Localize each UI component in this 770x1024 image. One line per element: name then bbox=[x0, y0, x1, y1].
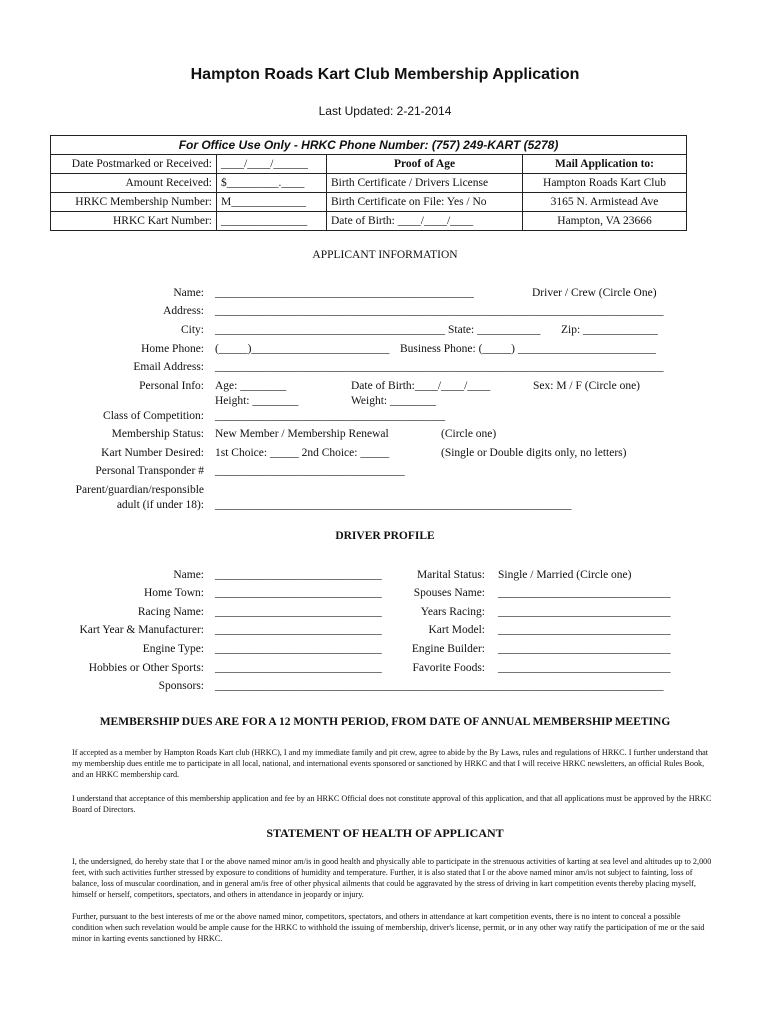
dues-heading: MEMBERSHIP DUES ARE FOR A 12 MONTH PERIOD, FROM DATE OF ANNUAL MEMBERSHIP MEETING bbox=[99, 716, 671, 728]
engine-type-field[interactable]: _____________________________ bbox=[215, 643, 382, 655]
proof-of-age-item: Birth Certificate on File: Yes / No bbox=[327, 193, 523, 212]
class-field[interactable]: ________________________________________ bbox=[215, 410, 445, 422]
address-label: Address: bbox=[163, 305, 204, 317]
home-town-field[interactable]: _____________________________ bbox=[215, 587, 382, 599]
dues-paragraph: If accepted as a member by Hampton Roads Kart club (HRKC), I and my immediate family and pit crew, agree to abide by the By Laws, rules and regulations of HRKC. I further understand that my membership dues entitle me to participate in all local, national, and international events sponsored or sanctioned by HRKC and that I will receive HRKC newsletters, an official Rules Book, and an HRKC membership card. bbox=[72, 748, 709, 779]
home-phone-field[interactable]: (_____)________________________ bbox=[215, 343, 390, 355]
office-header: For Office Use Only - HRKC Phone Number: (757) 249-KART (5278) bbox=[51, 136, 687, 155]
sex-choice[interactable]: Sex: M / F (Circle one) bbox=[533, 380, 640, 392]
class-label: Class of Competition: bbox=[103, 410, 204, 422]
personal-info-label: Personal Info: bbox=[139, 380, 204, 392]
office-row bbox=[51, 155, 687, 174]
office-row bbox=[51, 212, 687, 231]
home-phone-label: Home Phone: bbox=[141, 343, 204, 355]
office-value[interactable]: $_________.____ bbox=[217, 174, 327, 193]
email-field[interactable]: ______________________________________________________________________________ bbox=[215, 361, 664, 373]
age-field[interactable]: Age: ________ bbox=[215, 380, 287, 392]
favorite-foods-label: Favorite Foods: bbox=[412, 662, 485, 674]
marital-status-label: Marital Status: bbox=[416, 569, 485, 581]
hobbies-label: Hobbies or Other Sports: bbox=[88, 662, 204, 674]
office-value[interactable]: M_____________ bbox=[217, 193, 327, 212]
kart-year-label: Kart Year & Manufacturer: bbox=[79, 624, 204, 636]
racing-name-field[interactable]: _____________________________ bbox=[215, 606, 382, 618]
weight-field[interactable]: Weight: ________ bbox=[351, 395, 436, 407]
city-field[interactable]: ________________________________________ bbox=[215, 324, 445, 336]
guardian-label-cont: adult (if under 18): bbox=[116, 499, 204, 511]
kart-year-field[interactable]: _____________________________ bbox=[215, 624, 382, 636]
name-label: Name: bbox=[173, 287, 204, 299]
proof-of-age-heading: Proof of Age bbox=[327, 155, 523, 174]
email-label: Email Address: bbox=[133, 361, 204, 373]
kart-model-label: Kart Model: bbox=[428, 624, 485, 636]
office-use-table bbox=[50, 135, 687, 231]
approval-paragraph: I understand that acceptance of this membership application and fee by an HRKC Official does not constitute approval of this application, and that all applications must be approved by the HRKC Board of Directors. bbox=[72, 794, 712, 814]
mail-address-line: Hampton, VA 23666 bbox=[523, 212, 687, 231]
name-field[interactable]: _____________________________________________ bbox=[215, 287, 474, 299]
membership-status-label: Membership Status: bbox=[111, 428, 204, 440]
engine-builder-label: Engine Builder: bbox=[411, 643, 485, 655]
engine-type-label: Engine Type: bbox=[142, 643, 204, 655]
transponder-field[interactable]: _________________________________ bbox=[215, 465, 405, 477]
office-row bbox=[51, 174, 687, 193]
transponder-label: Personal Transponder # bbox=[95, 465, 204, 477]
membership-note: (Circle one) bbox=[441, 428, 497, 440]
driver-name-label: Name: bbox=[173, 569, 204, 581]
proof-of-age-item: Date of Birth: ____/____/____ bbox=[327, 212, 523, 231]
business-phone-field[interactable]: Business Phone: (_____) ________________________ bbox=[400, 343, 656, 355]
sponsors-field[interactable]: ______________________________________________________________________________ bbox=[215, 680, 664, 692]
height-field[interactable]: Height: ________ bbox=[215, 395, 299, 407]
kart-number-note: (Single or Double digits only, no letters) bbox=[441, 447, 627, 459]
spouses-name-field[interactable]: ______________________________ bbox=[498, 587, 671, 599]
kart-number-label: Kart Number Desired: bbox=[101, 447, 204, 459]
mail-address-line: Hampton Roads Kart Club bbox=[523, 174, 687, 193]
spouses-name-label: Spouses Name: bbox=[413, 587, 485, 599]
dob-field[interactable]: Date of Birth:____/____/____ bbox=[351, 380, 491, 392]
office-label: HRKC Membership Number: bbox=[51, 193, 217, 212]
health-paragraph: I, the undersigned, do hereby state that I or the above named minor am/is in good health and physically able to participate in the strenuous activities of karting at sea level and altitudes up to 2,000 feet, with such activities further stressed by exposure to conditions of humidity and temperature. Further, it is also stated that I or the above named minor am/is not subject to fainting, loss of balance, loss of muscular coordination, and in general am/is free of other physical ailments that could be aggravated by the stress of driving in kart competition events thereby placing myself, himself or herself, competitors, spectators, and others in attendance in jeopardy or injury. bbox=[72, 857, 712, 899]
office-label: Amount Received: bbox=[51, 174, 217, 193]
office-value[interactable]: _______________ bbox=[217, 212, 327, 231]
office-value[interactable]: ____/____/______ bbox=[217, 155, 327, 174]
kart-number-field[interactable]: 1st Choice: _____ 2nd Choice: _____ bbox=[215, 447, 390, 459]
membership-status-choice[interactable]: New Member / Membership Renewal bbox=[215, 428, 389, 440]
last-updated: Last Updated: 2-21-2014 bbox=[318, 104, 452, 118]
kart-model-field[interactable]: ______________________________ bbox=[498, 624, 671, 636]
applicant-heading: APPLICANT INFORMATION bbox=[312, 249, 458, 261]
state-field[interactable]: State: ___________ bbox=[448, 324, 541, 336]
driver-profile-heading: DRIVER PROFILE bbox=[335, 530, 435, 542]
city-label: City: bbox=[180, 324, 204, 336]
page-title: Hampton Roads Kart Club Membership Application bbox=[190, 66, 580, 83]
zip-field[interactable]: Zip: _____________ bbox=[561, 324, 658, 336]
home-town-label: Home Town: bbox=[144, 587, 204, 599]
guardian-field[interactable]: ______________________________________________________________ bbox=[215, 499, 572, 511]
hobbies-field[interactable]: _____________________________ bbox=[215, 662, 382, 674]
driver-name-field[interactable]: _____________________________ bbox=[215, 569, 382, 581]
driver-crew-choice[interactable]: Driver / Crew (Circle One) bbox=[532, 287, 657, 299]
proof-of-age-item: Birth Certificate / Drivers License bbox=[327, 174, 523, 193]
office-row bbox=[51, 193, 687, 212]
mail-to-heading: Mail Application to: bbox=[523, 155, 687, 174]
address-field[interactable]: ______________________________________________________________________________ bbox=[215, 305, 664, 317]
guardian-label: Parent/guardian/responsible bbox=[75, 484, 204, 496]
disclosure-paragraph: Further, pursuant to the best interests of me or the above named minor, competitors, spectators, and others in attendance at kart competition events, there is no intent to conceal a possible condition when such revelation would be ample cause for the HRKC to withhold the issuing of membership, driver's license, permit, or in any other way ratify the participation of me or the said minor in karting events sanctioned by HRKC. bbox=[72, 912, 705, 943]
office-label: HRKC Kart Number: bbox=[51, 212, 217, 231]
sponsors-label: Sponsors: bbox=[158, 680, 204, 692]
years-racing-field[interactable]: ______________________________ bbox=[498, 606, 671, 618]
marital-status-choice[interactable]: Single / Married (Circle one) bbox=[498, 569, 632, 581]
favorite-foods-field[interactable]: ______________________________ bbox=[498, 662, 671, 674]
racing-name-label: Racing Name: bbox=[137, 606, 204, 618]
engine-builder-field[interactable]: ______________________________ bbox=[498, 643, 671, 655]
health-heading: STATEMENT OF HEALTH OF APPLICANT bbox=[266, 826, 504, 840]
years-racing-label: Years Racing: bbox=[420, 606, 485, 618]
office-label: Date Postmarked or Received: bbox=[51, 155, 217, 174]
mail-address-line: 3165 N. Armistead Ave bbox=[523, 193, 687, 212]
